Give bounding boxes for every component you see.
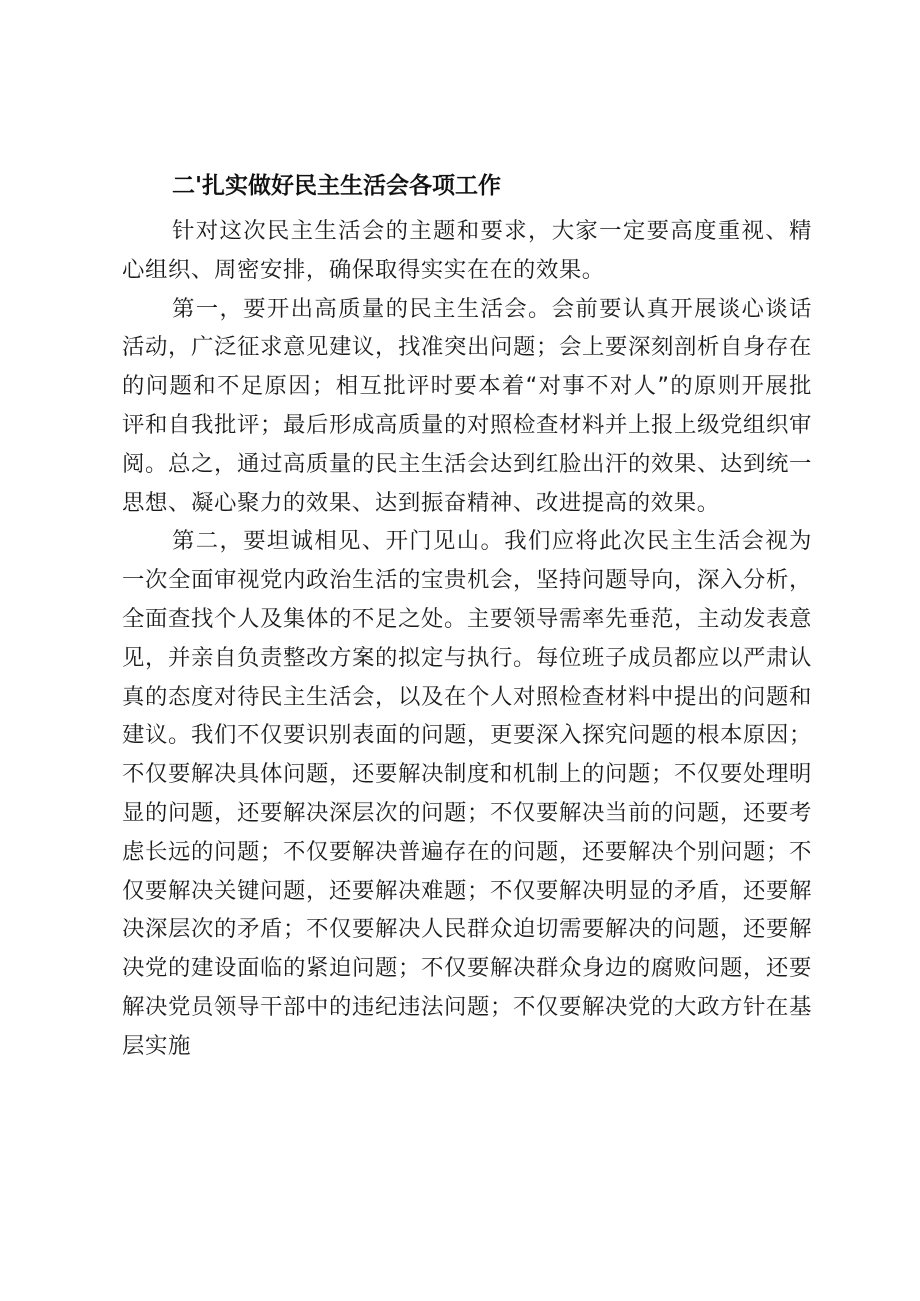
paragraph-first: 第一，要开出高质量的民主生活会。会前要认真开展谈心谈话活动，广泛征求意见建议，找准突出问题；会上要深刻剖析自身存在的问题和不足原因；相互批评时要本着“对事不对人”的原则开展批评和自我批评；最后形成高质量的对照检查材料并上报上级党组织审阅。总之，通过高质量的民主生活会达到红脸出汗的效果、达到统一思想、凝心聚力的效果、达到振奋精神、改进提高的效果。 [122,295,812,516]
document-body [122,212,812,1066]
section-heading: 二'扎实做好民主生活会各项工作 [172,173,502,199]
paragraph-intro: 针对这次民主生活会的主题和要求，大家一定要高度重视、精心组织、周密安排，确保取得实实在在的效果。 [122,218,812,283]
paragraph-second: 第二，要坦诚相见、开门见山。我们应将此次民主生活会视为一次全面审视党内政治生活的宝贵机会，坚持问题导向，深入分析，全面查找个人及集体的不足之处。主要领导需率先垂范，主动发表意见，并亲自负责整改方案的拟定与执行。每位班子成员都应以严肃认真的态度对待民主生活会，以及在个人对照检查材料中提出的问题和建议。我们不仅要识别表面的问题，更要深入探究问题的根本原因；不仅要解决具体问题，还要解决制度和机制上的问题；不仅要处理明显的问题，还要解决深层次的问题；不仅要解决当前的问题，还要考虑长远的问题；不仅要解决普遍存在的问题，还要解决个别问题；不仅要解决关键问题，还要解决难题；不仅要解决明显的矛盾，还要解决深层次的矛盾；不仅要解决人民群众迫切需要解决的问题，还要解决党的建设面临的紧迫问题；不仅要解决群众身边的腐败问题，还要解决党员领导干部中的违纪违法问题；不仅要解决党的大政方针在基层实施 [122,528,812,1059]
